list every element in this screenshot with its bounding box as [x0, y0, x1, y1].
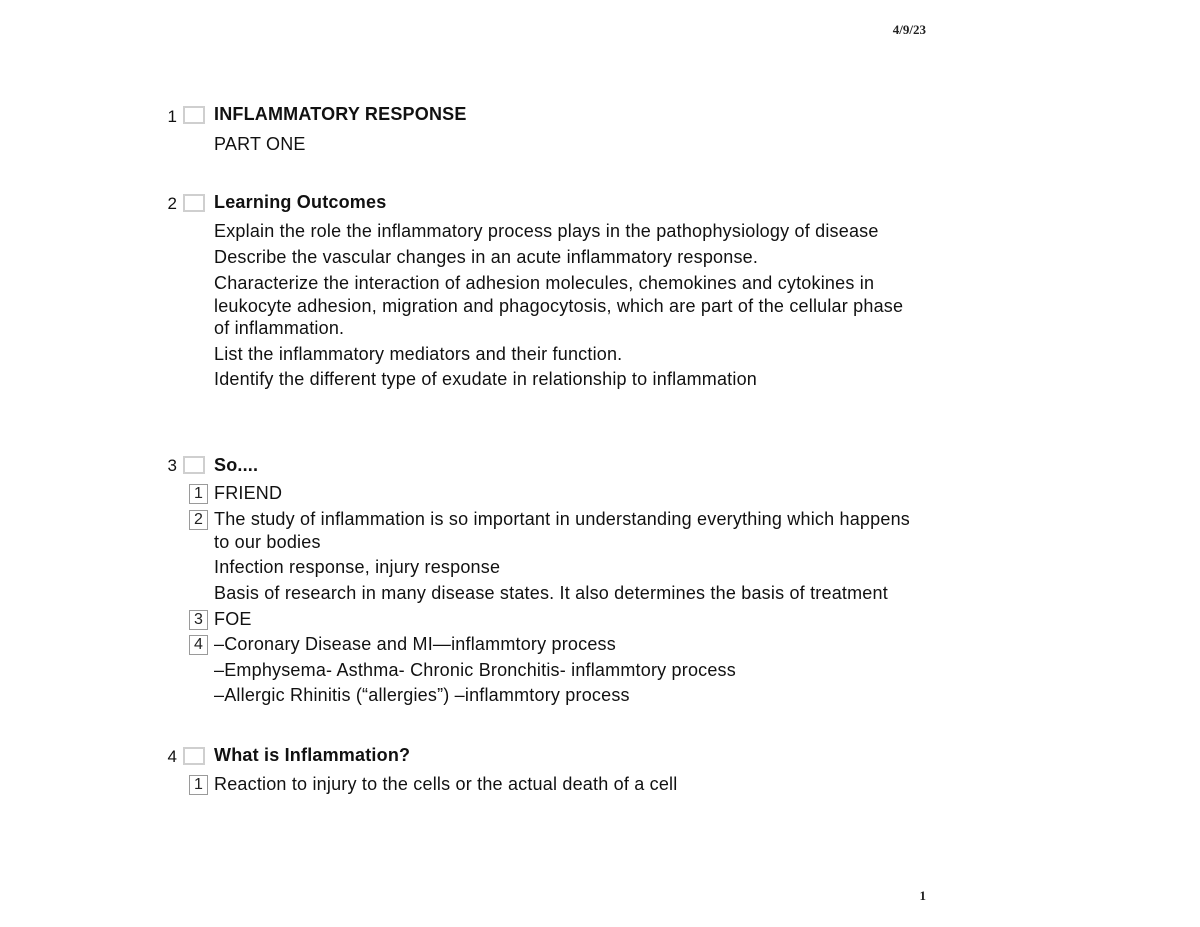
slide-number: 2: [167, 194, 177, 213]
slide-text-line: Explain the role the inflammatory process plays in the pathophysiology of disease: [214, 221, 879, 241]
slide-thumbnail-icon: [183, 106, 205, 124]
bullet-number: 2: [189, 510, 208, 530]
bullet-text-line: FOE: [214, 609, 252, 629]
slide-title: Learning Outcomes: [214, 192, 387, 212]
slide-text-line: List the inflammatory mediators and their function.: [214, 344, 623, 364]
slide-text-line: Characterize the interaction of adhesion molecules, chemokines and cytokines in: [214, 273, 875, 293]
slide-title: INFLAMMATORY RESPONSE: [214, 104, 467, 124]
slide-title: What is Inflammation?: [214, 745, 411, 765]
slide-thumbnail-icon: [183, 747, 205, 765]
bullet-number: 3: [189, 610, 208, 630]
bullet-text-line: –Emphysema- Asthma- Chronic Bronchitis- inflammtory process: [214, 660, 736, 680]
bullet-text-line: –Coronary Disease and MI—inflammtory process: [214, 634, 616, 654]
bullet-text-line: –Allergic Rhinitis (“allergies”) –inflammtory process: [214, 685, 630, 705]
slide-text-line: PART ONE: [214, 134, 306, 154]
bullet-text-line: Infection response, injury response: [214, 557, 501, 577]
slide-text-line: Describe the vascular changes in an acute inflammatory response.: [214, 247, 759, 267]
bullet-text-line: Reaction to injury to the cells or the actual death of a cell: [214, 774, 678, 794]
bullet-text-line: FRIEND: [214, 483, 283, 503]
bullet-number: 4: [189, 635, 208, 655]
bullet-text-line: to our bodies: [214, 532, 321, 552]
bullet-text-line: Basis of research in many disease states. It also determines the basis of treatment: [214, 583, 888, 603]
slide-text-line: Identify the different type of exudate in relationship to inflammation: [214, 369, 757, 389]
slide-number: 3: [167, 456, 177, 475]
slide-thumbnail-icon: [183, 194, 205, 212]
slide-text-line: leukocyte adhesion, migration and phagocytosis, which are part of the cellular phase: [214, 296, 904, 316]
slide-number: 1: [167, 107, 177, 126]
bullet-number: 1: [189, 484, 208, 504]
bullet-text-line: The study of inflammation is so important in understanding everything which happens: [214, 509, 910, 529]
slide-title: So....: [214, 455, 259, 475]
slide-text-line: of inflammation.: [214, 318, 345, 338]
slide-number: 4: [167, 747, 177, 766]
date-header: 4/9/23: [892, 22, 926, 37]
page-number: 1: [919, 888, 926, 903]
slide-thumbnail-icon: [183, 456, 205, 474]
bullet-number: 1: [189, 775, 208, 795]
